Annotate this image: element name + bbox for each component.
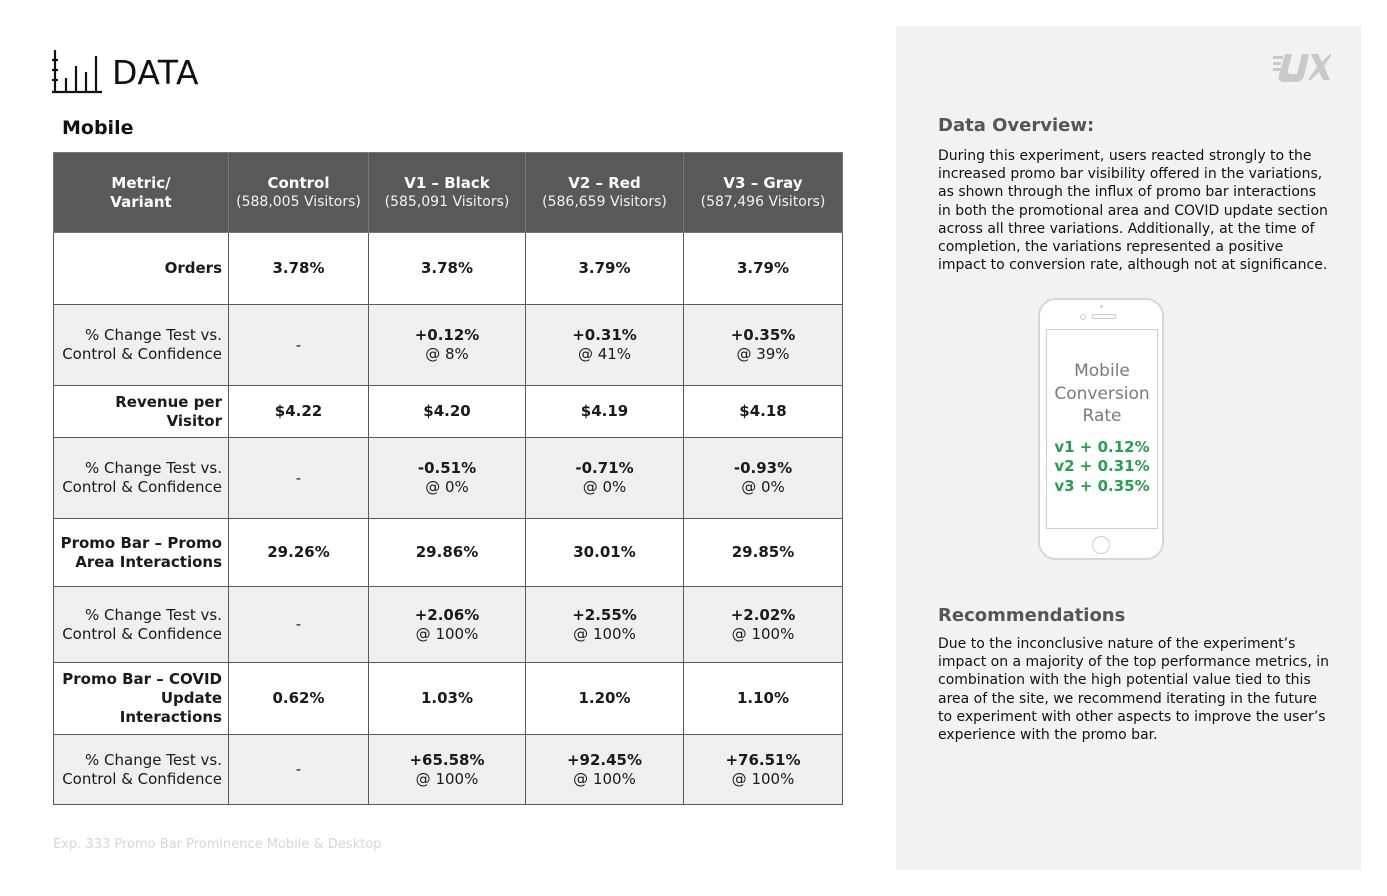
cell-value: 29.26%	[229, 519, 369, 587]
column-header-label: Metric/ Variant	[110, 173, 172, 211]
change-value: +2.55%	[572, 605, 637, 624]
phone-home-button-icon	[1092, 536, 1110, 554]
change-value: -0.51%	[417, 459, 477, 477]
column-header-visitors: (588,005 Visitors)	[236, 193, 361, 210]
column-header-v3	[684, 153, 843, 233]
phone-screen-title: Mobile Conversion Rate	[1054, 361, 1150, 426]
change-value: +0.35%	[730, 326, 796, 344]
column-header-metric	[54, 153, 229, 233]
phone-line-v1: v1 + 0.12%	[1054, 437, 1150, 456]
cell-value: $4.18	[684, 386, 843, 438]
column-header-label: V1 – Black	[404, 173, 490, 192]
confidence-value: @ 100%	[731, 769, 795, 788]
change-value: +2.06%	[414, 605, 480, 624]
confidence-value: @ 100%	[415, 624, 479, 643]
confidence-value: @ 100%	[573, 624, 636, 643]
overview-title: Data Overview:	[938, 115, 1095, 136]
cell-value: -	[229, 305, 369, 386]
table-row	[54, 587, 843, 663]
recommendations-text: Due to the inconclusive nature of the experiment’s impact on a majority of the top performance metrics, in combination with the high potential value tied to this area of the site, we recommend iterating in the future to experiment with other aspects to improve the user’s experience with the promo bar.	[938, 636, 1330, 744]
cell-value: 3.78%	[229, 233, 369, 305]
column-header-visitors: (585,091 Visitors)	[384, 193, 510, 210]
table-header-row	[54, 153, 843, 233]
cell-change	[526, 735, 684, 805]
confidence-value: @ 0%	[582, 478, 627, 496]
cell-value: $4.20	[369, 386, 526, 438]
footer-caption: Exp. 333 Promo Bar Prominence Mobile & Desktop	[53, 837, 382, 852]
column-header-v1	[369, 153, 526, 233]
table-row	[54, 735, 843, 805]
cell-value: -	[229, 438, 369, 519]
table-row	[54, 386, 843, 438]
column-header-label: Control	[267, 173, 330, 192]
cell-change	[369, 587, 526, 663]
cell-value: 3.79%	[684, 233, 843, 305]
table-row	[54, 305, 843, 386]
row-label: % Change Test vs. Control & Confidence	[54, 438, 229, 519]
table-row	[54, 519, 843, 587]
change-value: -0.93%	[733, 459, 793, 477]
cell-value: -	[229, 735, 369, 805]
confidence-value: @ 100%	[731, 624, 795, 643]
row-label: % Change Test vs. Control & Confidence	[54, 735, 229, 805]
cell-change	[684, 305, 843, 386]
row-label: % Change Test vs. Control & Confidence	[54, 587, 229, 663]
confidence-value: @ 8%	[425, 345, 469, 363]
cell-value: 29.85%	[684, 519, 843, 587]
cell-value: 1.10%	[684, 663, 843, 735]
cell-value: -	[229, 587, 369, 663]
phone-screen	[1046, 329, 1158, 529]
results-table	[53, 152, 843, 805]
cell-change	[369, 735, 526, 805]
table-row	[54, 438, 843, 519]
cell-change	[684, 735, 843, 805]
cell-change	[526, 305, 684, 386]
cell-value: 3.78%	[369, 233, 526, 305]
change-value: +76.51%	[725, 750, 801, 769]
row-label: Revenue per Visitor	[54, 386, 229, 438]
table-row	[54, 663, 843, 735]
column-header-visitors: (587,496 Visitors)	[700, 193, 826, 210]
phone-screen-lines	[1047, 438, 1157, 497]
row-label: Promo Bar – COVID Update Interactions	[54, 663, 229, 735]
side-panel	[896, 26, 1361, 870]
section-label: Mobile	[62, 117, 134, 139]
cell-value: 3.79%	[526, 233, 684, 305]
change-value: +2.02%	[730, 605, 796, 624]
cell-value: $4.19	[526, 386, 684, 438]
phone-line-v3: v3 + 0.35%	[1054, 476, 1150, 495]
confidence-value: @ 100%	[415, 769, 479, 788]
cell-value: 30.01%	[526, 519, 684, 587]
cell-value: 1.20%	[526, 663, 684, 735]
recommendations-title: Recommendations	[938, 605, 1126, 626]
column-header-control	[229, 153, 369, 233]
phone-illustration	[1038, 298, 1164, 560]
overview-text: During this experiment, users reacted strongly to the increased promo bar visibility offered in the variations, as shown through the influx of promo bar interactions in both the promotional area and COVID update section across all three variations. Additionally, at the time of completion, the variations represented a positive impact to conversion rate, although not at significance.	[938, 148, 1328, 274]
column-header-visitors: (586,659 Visitors)	[542, 193, 667, 210]
change-value: +65.58%	[409, 750, 485, 769]
cell-value: $4.22	[229, 386, 369, 438]
cell-change	[369, 305, 526, 386]
confidence-value: @ 100%	[573, 769, 636, 788]
phone-camera-icon	[1080, 314, 1086, 320]
cell-value: 29.86%	[369, 519, 526, 587]
cell-value: 0.62%	[229, 663, 369, 735]
cell-change	[526, 587, 684, 663]
cell-change	[526, 438, 684, 519]
confidence-value: @ 0%	[425, 478, 469, 496]
page-title: DATA	[112, 52, 200, 92]
cell-change	[684, 587, 843, 663]
bar-chart-icon	[52, 48, 104, 96]
column-header-label: V2 – Red	[568, 173, 641, 192]
column-header-v2	[526, 153, 684, 233]
page-header	[52, 48, 199, 96]
cell-value: 1.03%	[369, 663, 526, 735]
confidence-value: @ 39%	[736, 345, 790, 363]
change-value: +0.12%	[414, 326, 480, 344]
row-label: Promo Bar – Promo Area Interactions	[54, 519, 229, 587]
confidence-value: @ 41%	[577, 345, 632, 363]
ux-logo-icon	[1273, 50, 1331, 84]
cell-change	[684, 438, 843, 519]
phone-speaker-icon	[1092, 314, 1116, 319]
change-value: -0.71%	[575, 459, 634, 477]
change-value: +92.45%	[566, 750, 643, 769]
table-row	[54, 233, 843, 305]
confidence-value: @ 0%	[741, 478, 785, 496]
cell-change	[369, 438, 526, 519]
phone-line-v2: v2 + 0.31%	[1054, 457, 1150, 475]
row-label: Orders	[54, 233, 229, 305]
change-value: +0.31%	[572, 326, 637, 344]
phone-sensor-icon	[1100, 305, 1103, 308]
row-label: % Change Test vs. Control & Confidence	[54, 305, 229, 386]
column-header-label: V3 – Gray	[723, 173, 803, 192]
